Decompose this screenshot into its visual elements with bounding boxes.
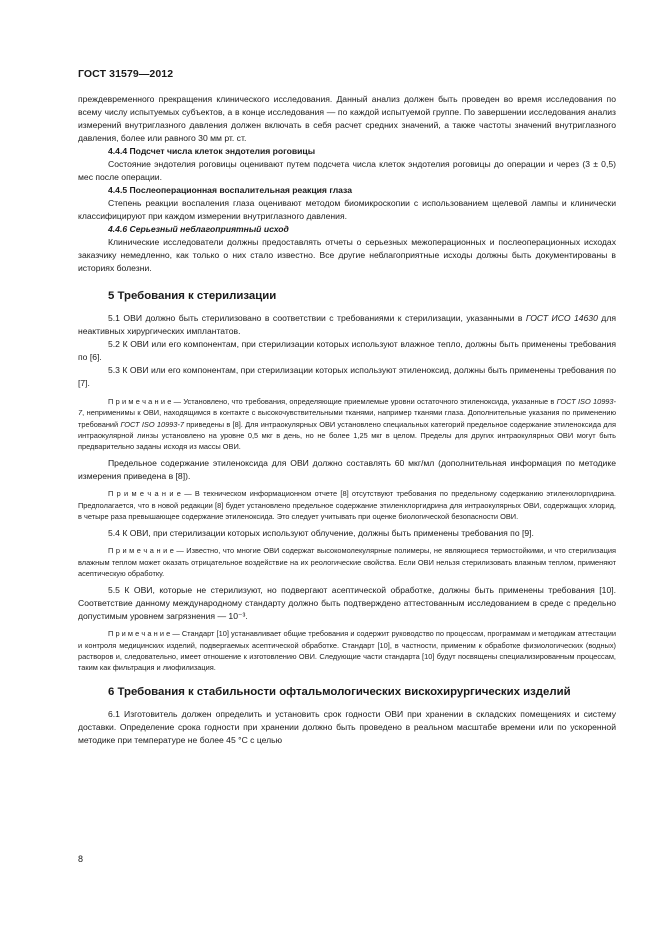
paragraph-5-1 <box>78 312 616 338</box>
subsection-heading-4-4-6: 4.4.6 Серьезный неблагоприятный исход <box>108 224 289 234</box>
paragraph-4-4-4: Состояние эндотелия роговицы оценивают путем подсчета числа клеток эндотелия роговицы до операции и через (3 ± 0,5) мес после операции. <box>78 159 616 182</box>
note-1-text-c: приведены в [8]. Для интраокулярных ОВИ установлено специальных категорий предельное содержание этиленоксида для интраокулярной линзы установлено на уровне 0,5 мкг в день, но не более 1,25 мкг в целом. Пределы для других интраокулярных ОВИ могут быть предварительно заданы исходя из массы ОВИ. <box>78 419 616 452</box>
paragraph-5-2: 5.2 К ОВИ или его компонентам, при стерилизации которых используют влажное тепло, должны быть применены требования по [6]. <box>78 339 616 362</box>
note-2 <box>78 488 616 522</box>
paragraph-6-1: 6.1 Изготовитель должен определить и установить срок годности ОВИ при хранении в складских помещениях и систему доставки. Определение срока годности при хранении должно быть проведено в реальном масштабе времени или по ускоренной методике при температуре не более 45 °С с целью <box>78 709 616 746</box>
note-label: П р и м е ч а н и е <box>108 629 171 639</box>
section-heading-6: 6 Требования к стабильности офтальмологических вискохирургических изделий <box>108 686 571 699</box>
note-label: П р и м е ч а н и е <box>108 397 172 406</box>
paragraph-5-5: 5.5 К ОВИ, которые не стерилизуют, но подвергают асептической обработке, должны быть применены требования [10]. Соответствие данному международному стандарту должно быть подтверждено аттестованным исследованием в среде с предельно допустимым уровнем загрязнения — 10⁻³. <box>78 585 616 622</box>
note-label: П р и м е ч а н и е <box>108 546 174 556</box>
note-4-text: — Стандарт [10] устанавливает общие требования и содержит руководство по процессам, программам и методикам аттестации и контроля медицинских изделий, подвергаемых асептической обработке. Стандарт [10], в частности, применим к обработке физиологических (водных) растворов и, следовательно, имеет отношение к изготовлению ОВИ. Следующие части стандарта [10] будут посвящены специализированным процессам, таким как фильтрация и лиофилизация. <box>78 629 616 673</box>
paragraph-5-1-text-a: 5.1 ОВИ должно быть стерилизовано в соответствии с требованиями к стерилизации, указанными в <box>108 313 526 323</box>
note-2-text: — В техническом информационном отчете [8] отсутствуют требования по предельному содержанию этиленхлоргидрина. Предполагается, что в новой редакции [8] будет установлено предельное содержание этиленхлоргидрина для интраокулярных ОВИ, содержащих хлорид, в четыре раза превышающее содержание этиленоксида. Это следует учитывать при оценке биологической безопасности ОВИ. <box>78 489 616 522</box>
note-4 <box>78 628 616 673</box>
note-1-text-a: — Установлено, что требования, определяющие приемлемые уровни остаточного этиленоксида, указанные в <box>171 397 557 406</box>
paragraph-5-3: 5.3 К ОВИ или его компонентам, при стерилизации которых используют этиленоксид, должны быть применены требования по [7]. <box>78 365 616 388</box>
paragraph-ethylene-oxide-limit: Предельное содержание этиленоксида для ОВИ должно составлять 60 мкг/мл (дополнительная информация по методике измерения приведена в [8]). <box>78 458 616 482</box>
subsection-heading-4-4-4: 4.4.4 Подсчет числа клеток эндотелия роговицы <box>108 146 316 156</box>
note-1 <box>78 396 616 452</box>
page-number: 8 <box>78 854 84 864</box>
note-1-reference-b: ГОСТ ISO 10993-7 <box>120 419 184 429</box>
paragraph-4-4-5: Степень реакции воспаления глаза оценивают методом биомикроскопии с использованием щелевой лампы и клинически классифицируют при каждом измерении внутриглазного давления. <box>78 198 616 221</box>
note-3-text: — Известно, что многие ОВИ содержат высокомолекулярные полимеры, не являющиеся термостойкими, и что стерилизация влажным теплом может оказать отрицательное воздействие на их реологические свойства. Если ОВИ нельзя стерилизовать влажным теплом, применяют асептическую обработку. <box>78 546 616 578</box>
paragraph-continued: преждевременного прекращения клинического исследования. Данный анализ должен быть проведен во время исследования по всему числу испытуемых субъектов, а в конце исследования — по каждой испытуемой группе. По завершении исследования анализ измерений внутриглазного давления должен включать в себя расчет средних значений, а также частоты значений внутриглазного давления, более или равного 30 мм рт. ст. <box>78 94 616 143</box>
note-label: П р и м е ч а н и е <box>108 489 181 499</box>
subsection-heading-4-4-5: 4.4.5 Послеоперационная воспалительная реакция глаза <box>108 185 352 195</box>
note-1-text-b: , неприменимы к ОВИ, находящимся в контакте с высокочувствительными тканями, например тканями глаза. Дополнительные указания по применению требований <box>78 408 616 429</box>
section-heading-5: 5 Требования к стерилизации <box>108 290 277 302</box>
page-body <box>78 93 616 747</box>
running-header: ГОСТ 31579—2012 <box>78 68 174 80</box>
paragraph-5-4: 5.4 К ОВИ, при стерилизации которых используют облучение, должны быть применены требования по [9]. <box>108 528 534 539</box>
paragraph-5-1-text-b: для неактивных хирургических имплантатов. <box>78 313 616 336</box>
note-3 <box>78 545 616 579</box>
paragraph-5-1-reference: ГОСТ ИСО 14630 <box>525 313 598 323</box>
paragraph-4-4-6: Клинические исследователи должны предоставлять отчеты о серьезных межоперационных и послеоперационных исходах заказчику немедленно, как только о них стало известно. Все другие неблагоприятные исходы должны быть документированы в историях болезни. <box>78 237 616 273</box>
note-1-reference-a: ГОСТ ISO 10993-7 <box>78 397 616 418</box>
